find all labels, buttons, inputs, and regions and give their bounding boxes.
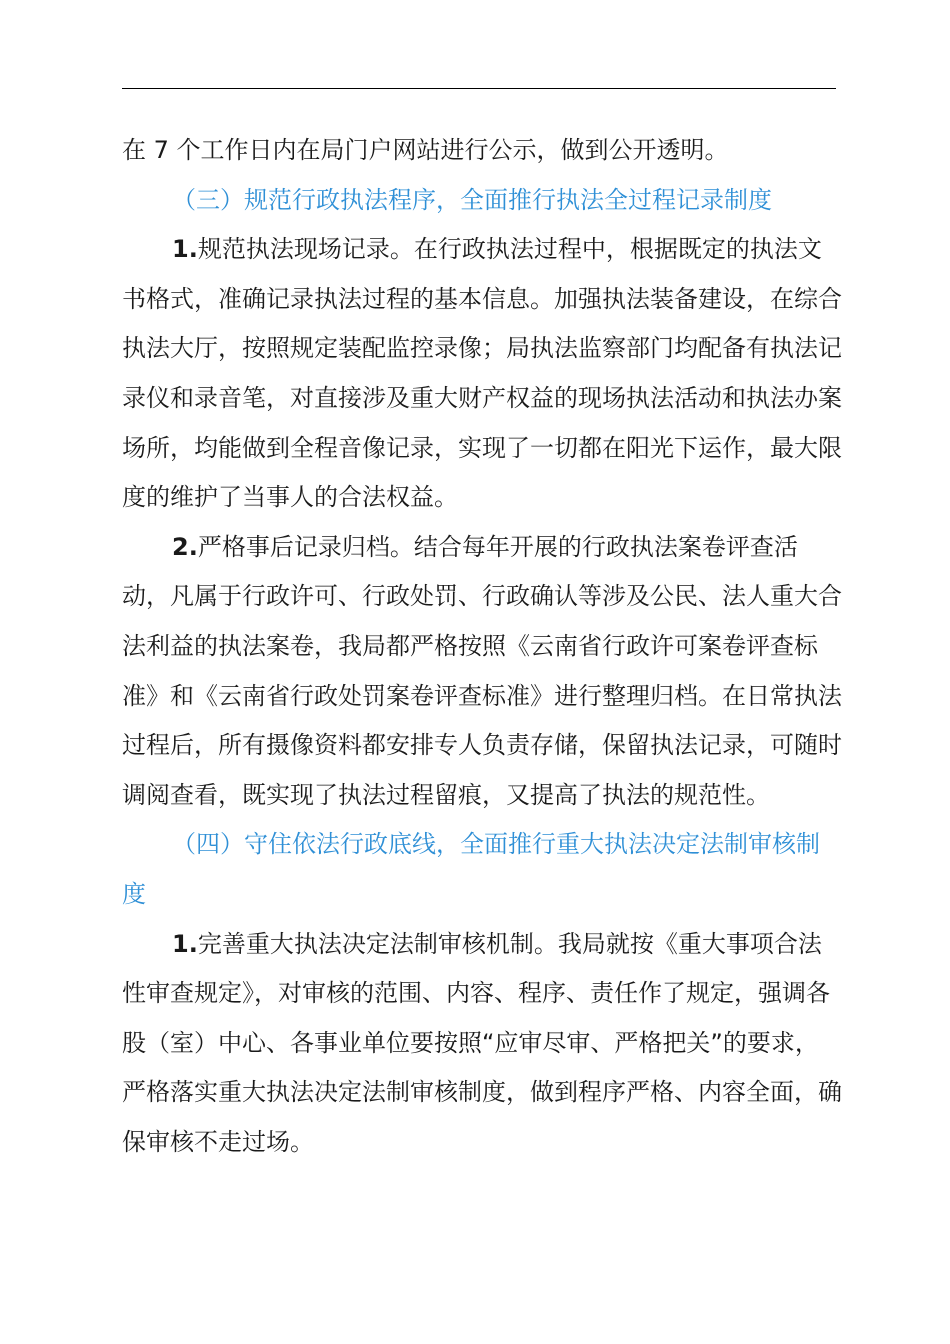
paragraph-3-number: 1. (172, 929, 198, 958)
paragraph-3-text: 完善重大执法决定法制审核机制。我局就按《重大事项合法性审查规定》，对审核的范围、内容、程序、责任作了规定，强调各股（室）中心、各事业单位要按照“应审尽审、严格把关”的要求，严格落实重大执法决定法制审核制度，做到程序严格、内容全面，确保审核不走过场。 (122, 929, 842, 1156)
paragraph-2 (122, 523, 842, 821)
paragraph-continuation: 在 7 个工作日内在局门户网站进行公示，做到公开透明。 (122, 136, 729, 164)
paragraph-1-number: 1. (172, 235, 198, 264)
document-body (122, 126, 842, 1167)
paragraph-2-number: 2. (172, 532, 198, 561)
paragraph-2-text: 严格事后记录归档。结合每年开展的行政执法案卷评查活动，凡属于行政许可、行政处罚、行政确认等涉及公民、法人重大合法利益的执法案卷，我局都严格按照《云南省行政许可案卷评查标准》和《云南省行政处罚案卷评查标准》进行整理归档。在日常执法过程后，所有摄像资料都安排专人负责存储，保留执法记录，可随时调阅查看，既实现了执法过程留痕，又提高了执法的规范性。 (122, 532, 842, 809)
paragraph-1 (122, 225, 842, 523)
section-heading-3: （三）规范行政执法程序，全面推行执法全过程记录制度 (172, 185, 772, 214)
paragraph-3 (122, 920, 842, 1168)
section-heading-4: （四）守住依法行政底线，全面推行重大执法决定法制审核制度 (122, 830, 820, 908)
paragraph-1-text: 规范执法现场记录。在行政执法过程中，根据既定的执法文书格式，准确记录执法过程的基本信息。加强执法装备建设，在综合执法大厅，按照规定装配监控录像；局执法监察部门均配备有执法记录仪和录音笔，对直接涉及重大财产权益的现场执法活动和执法办案场所，均能做到全程音像记录，实现了一切都在阳光下运作，最大限度的维护了当事人的合法权益。 (122, 235, 842, 512)
header-rule (122, 88, 836, 89)
